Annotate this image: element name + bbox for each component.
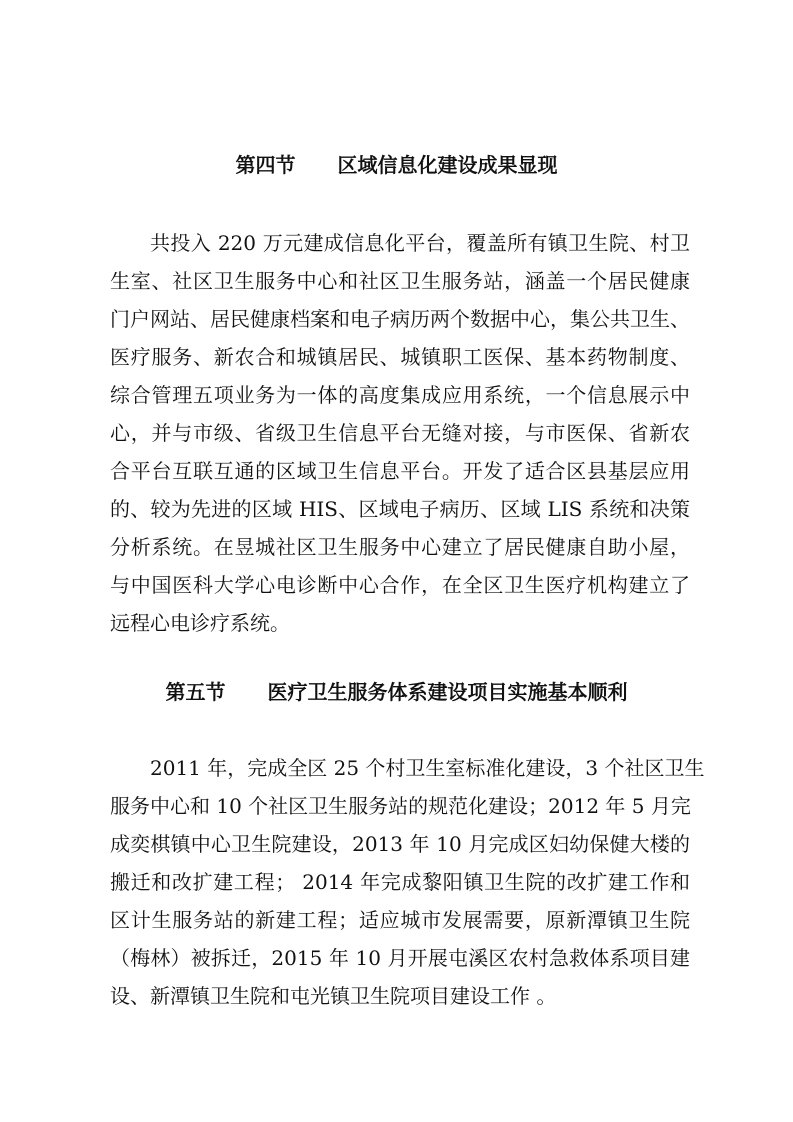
paragraph-line: 成奕棋镇中心卫生院建设，2013 年 10 月完成区妇幼保健大楼的	[110, 832, 690, 856]
paragraph-line: 区计生服务站的新建工程；适应城市发展需要，原新潭镇卫生院	[110, 908, 690, 932]
paragraph-line: 共投入 220 万元建成信息化平台，覆盖所有镇卫生院、村卫	[150, 231, 690, 255]
paragraph-line: 远程心电诊疗系统。	[110, 611, 290, 635]
paragraph-line: 医疗服务、新农合和城镇居民、城镇职工医保、基本药物制度、	[110, 345, 690, 369]
paragraph-line: 搬迁和改扩建工程； 2014 年完成黎阳镇卫生院的改扩建工作和	[110, 870, 690, 894]
section-5-title: 医疗卫生服务体系建设项目实施基本顺利	[267, 680, 628, 704]
paragraph-line: 2011 年，完成全区 25 个村卫生室标准化建设，3 个社区卫生	[150, 756, 705, 780]
paragraph-line: 综合管理五项业务为一体的高度集成应用系统，一个信息展示中	[110, 383, 690, 407]
section-4-paragraph	[110, 224, 690, 642]
section-5-heading	[0, 677, 793, 707]
section-4-number: 第四节	[235, 153, 296, 177]
paragraph-line: 心，并与市级、省级卫生信息平台无缝对接，与市医保、省新农	[110, 421, 690, 445]
section-4-title: 区域信息化建设成果显现	[337, 153, 558, 177]
paragraph-line: 设、新潭镇卫生院和屯光镇卫生院项目建设工作 。	[110, 984, 557, 1008]
paragraph-line: 分析系统。在昱城社区卫生服务中心建立了居民健康自助小屋，	[110, 535, 690, 559]
paragraph-line: 的、较为先进的区域 HIS、区域电子病历、区域 LIS 系统和决策	[110, 497, 690, 521]
paragraph-line: 生室、社区卫生服务中心和社区卫生服务站，涵盖一个居民健康	[110, 269, 690, 293]
paragraph-line: 门户网站、居民健康档案和电子病历两个数据中心，集公共卫生、	[110, 307, 690, 331]
section-4-heading	[0, 150, 793, 180]
paragraph-line: 合平台互联互通的区域卫生信息平台。开发了适合区县基层应用	[110, 459, 690, 483]
paragraph-line: 服务中心和 10 个社区卫生服务站的规范化建设；2012 年 5 月完	[110, 794, 691, 818]
section-5-paragraph	[110, 749, 705, 1015]
paragraph-line: 与中国医科大学心电诊断中心合作，在全区卫生医疗机构建立了	[110, 573, 690, 597]
section-5-number: 第五节	[165, 680, 226, 704]
paragraph-line: （梅林）被拆迁，2015 年 10 月开展屯溪区农村急救体系项目建	[110, 946, 690, 970]
